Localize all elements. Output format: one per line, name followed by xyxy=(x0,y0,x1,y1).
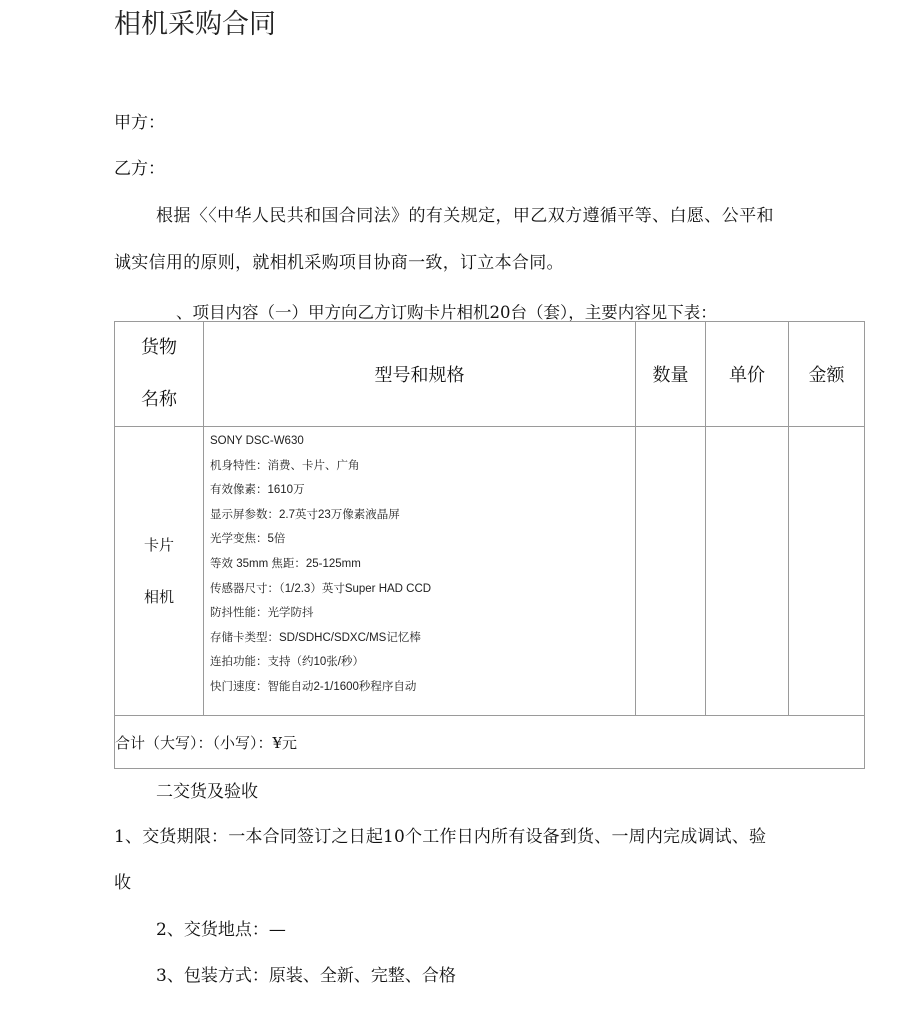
spec-line: 快门速度：智能自动2-1/1600秒程序自动 xyxy=(210,680,417,693)
spec-line: 等效 35mm 焦距：25-125mm xyxy=(210,557,361,570)
spec-line: 防抖性能：光学防抖 xyxy=(210,607,314,620)
header-goods-name-line1: 货物 xyxy=(141,337,177,358)
header-quantity: 数量 xyxy=(636,322,706,427)
delivery-item1-line1: 1、交货期限：一本合同签订之日起10个工作日内所有设备到货、一周内完成调试、验 xyxy=(114,827,767,847)
spec-line: 传感器尺寸：（1/2.3）英寸Super HAD CCD xyxy=(210,582,432,595)
delivery-item3: 3、包装方式：原装、全新、完整、合格 xyxy=(156,966,456,986)
spec-line: 机身特性：消费、卡片、广角 xyxy=(210,459,360,472)
delivery-heading: 二交货及验收 xyxy=(156,782,258,802)
party-b-label: 乙方： xyxy=(114,159,165,179)
spec-line: 光学变焦：5倍 xyxy=(210,533,286,546)
header-goods-name xyxy=(115,322,204,427)
table-row xyxy=(115,427,865,716)
goods-name-line1: 卡片 xyxy=(143,536,174,554)
spec-line: 连拍功能：支持（约10张/秒） xyxy=(210,656,364,669)
quantity-cell xyxy=(636,427,706,716)
header-unit-price: 单价 xyxy=(706,322,789,427)
goods-name-cell xyxy=(115,427,204,716)
spec-cell xyxy=(204,427,636,716)
total-cell: 合计（大写）：（小写）：¥元 xyxy=(115,716,865,769)
spec-line: 有效像素：1610万 xyxy=(210,484,305,497)
goods-name-line2: 相机 xyxy=(143,588,174,606)
header-amount: 金额 xyxy=(789,322,865,427)
section1-heading: 、项目内容（一）甲方向乙方订购卡片相机20台（套），主要内容见下表： xyxy=(176,303,717,322)
table-total-row xyxy=(115,716,865,769)
delivery-item2: 2、交货地点：— xyxy=(156,920,286,940)
intro-paragraph-line1: 根据〈〈中华人民共和国合同法》的有关规定，甲乙双方遵循平等、白愿、公平和 xyxy=(156,206,774,226)
spec-line: SONY DSC-W630 xyxy=(210,435,304,447)
table-header-row xyxy=(115,322,865,427)
spec-line: 显示屏参数：2.7英寸23万像素液晶屏 xyxy=(210,508,400,521)
document-title: 相机采购合同 xyxy=(114,9,276,40)
amount-cell xyxy=(789,427,865,716)
goods-table xyxy=(114,321,865,769)
spec-line: 存储卡类型：SD/SDHC/SDXC/MS记忆棒 xyxy=(210,631,421,644)
header-spec: 型号和规格 xyxy=(204,322,636,427)
unit-price-cell xyxy=(706,427,789,716)
intro-paragraph-line2: 诚实信用的原则，就相机采购项目协商一致，订立本合同。 xyxy=(114,253,564,273)
party-a-label: 甲方： xyxy=(114,113,165,133)
delivery-item1-line2: 收 xyxy=(114,873,131,893)
header-goods-name-line2: 名称 xyxy=(141,389,177,410)
